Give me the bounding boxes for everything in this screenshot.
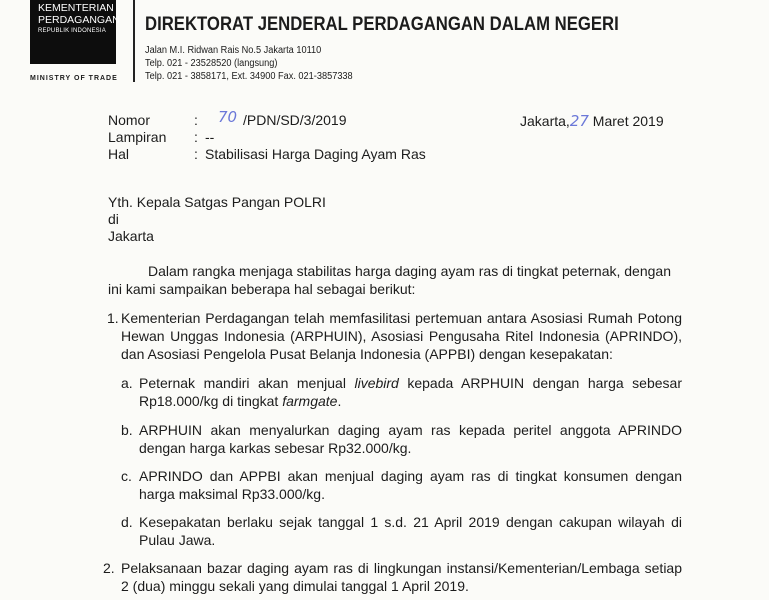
nomor-colon: : [194,112,198,128]
item-1-line-1: Kementerian Perdagangan telah memfasilitasi pertemuan antara Asosiasi Rumah Potong [121,310,682,326]
date-city: Jakarta, [520,113,570,129]
hal-colon: : [194,146,198,162]
item-1-line-2: Hewan Unggas Indonesia (ARPHUIN), Asosiasi Pengusaha Ritel Indonesia (APRINDO), [121,328,682,344]
sub-item-d-line-2: Pulau Jawa. [139,532,216,548]
hal-value: Stabilisasi Harga Daging Ayam Ras [205,146,426,162]
recipient-line-3: Jakarta [108,228,154,244]
date-day-handwritten: 27 [569,112,589,130]
recipient-line-2: di [108,211,119,227]
date-month-year: Maret 2019 [592,113,664,129]
ministry-english-name: MINISTRY OF TRADE [30,75,118,82]
sub-item-d-line-1: Kesepakatan berlaku sejak tanggal 1 s.d. 21 April 2019 dengan cakupan wilayah di [139,514,682,530]
nomor-label: Nomor [108,112,151,128]
sub-item-b-label: b. [121,422,133,438]
sub-item-d-label: d. [121,514,133,530]
sub-item-a-line-1: Peternak mandiri akan menjual livebird kepada ARPHUIN dengan harga sebesar [139,375,682,391]
item-2-line-1: Pelaksanaan bazar daging ayam ras di lingkungan instansi/Kementerian/Lembaga setiap [121,560,682,576]
item-2-line-2: 2 (dua) minggu sekali yang dimulai tanggal 1 April 2019. [121,578,469,594]
item-1-number: 1. [107,310,119,326]
logo-text-line-1: KEMENTERIAN [38,2,114,14]
sub-item-b-line-1: ARPHUIN akan menyalurkan daging ayam ras kepada peritel anggota APRINDO [139,422,682,438]
logo-text-line-3: REPUBLIK INDONESIA [38,28,106,34]
ministry-logo [30,0,120,64]
item-2-number: 2. [103,560,115,576]
sub-item-b-line-2: dengan harga karkas sebesar Rp32.000/kg. [139,440,412,456]
sub-item-c-line-1: APRINDO dan APPBI akan menjual daging ayam ras di tingkat konsumen dengan [139,468,682,484]
intro-line-1: Dalam rangka menjaga stabilitas harga daging ayam ras di tingkat peternak, dengan [148,263,671,279]
letterhead-divider [133,0,135,82]
intro-line-2: ini kami sampaikan beberapa hal sebagai berikut: [108,281,416,297]
sub-item-c-line-2: harga maksimal Rp33.000/kg. [139,486,325,502]
recipient-line-1: Yth. Kepala Satgas Pangan POLRI [108,194,326,210]
phone-direct-line: Telp. 021 - 23528520 (langsung) [145,58,278,69]
sub-item-a-label: a. [121,375,133,391]
lampiran-label: Lampiran [108,129,167,145]
lampiran-value: -- [205,129,215,145]
sub-item-c-label: c. [121,468,132,484]
logo-text-line-2: PERDAGANGAN [38,14,120,26]
nomor-value: /PDN/SD/3/2019 [243,112,347,128]
lampiran-colon: : [194,129,198,145]
phone-fax-line: Telp. 021 - 3858171, Ext. 34900 Fax. 021-3857338 [145,71,353,82]
nomor-handwritten: 70 [218,108,238,126]
letter-date [520,112,664,130]
hal-label: Hal [108,146,130,162]
sub-item-a-line-2: Rp18.000/kg di tingkat farmgate. [139,393,342,409]
item-1-line-3: dan Asosiasi Pengelola Pusat Belanja Indonesia (APPBI) dengan kesepakatan: [121,346,613,362]
organization-name: DIREKTORAT JENDERAL PERDAGANGAN DALAM NEGERI [145,14,619,35]
address-line: Jalan M.I. Ridwan Rais No.5 Jakarta 10110 [145,45,322,56]
